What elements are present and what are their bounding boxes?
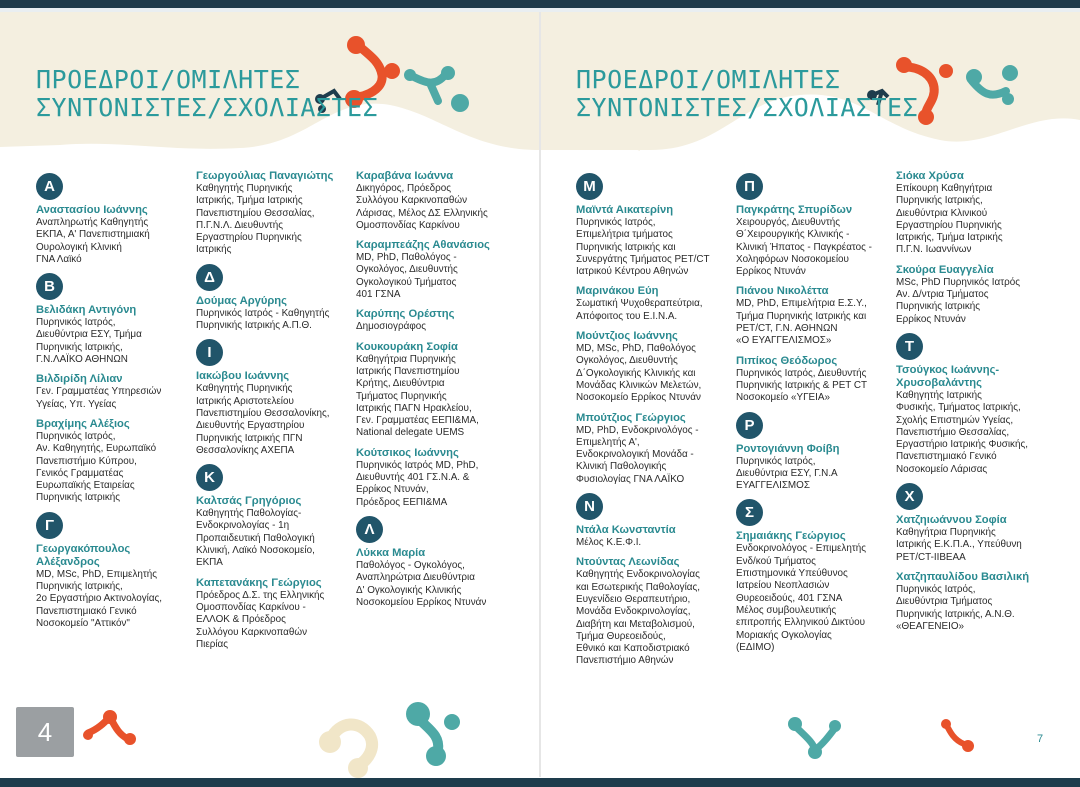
speaker-entry (196, 170, 352, 257)
speaker-affiliation-line: Γεν. Γραμματέας Υπηρεσιών (36, 386, 162, 398)
speaker-name: Μαϊντά Αικατερίνη (576, 204, 674, 216)
speaker-affiliation-line: Εργαστηρίου Πυρηνικής (196, 232, 302, 244)
speaker-affiliation-line: National delegate UEMS (356, 427, 465, 439)
speaker-affiliation-line: Διευθυντής 401 ΓΣ.Ν.Α. & (356, 472, 470, 484)
speaker-affiliation-line: Μονάδας Κλινικών Μελετών, (576, 379, 702, 391)
speaker-affiliation-line: Επιμελήτρια τμήματος (576, 229, 673, 241)
speaker-affiliation-line: Πυρηνικής Ιατρικής, (36, 581, 123, 593)
speaker-affiliation-line: Πιερίας (196, 638, 229, 650)
right-column-1 (576, 170, 734, 675)
speaker-affiliation-line: Δ΄Ογκολογικής Κλινικής και (576, 367, 696, 379)
speaker-affiliation-line: Ερρίκος Ντυνάν, (356, 484, 429, 496)
speaker-affiliation-line: Δ' Ογκολογικής Κλινικής (356, 584, 462, 596)
speaker-affiliation-line: Επιστημονικά Υπεύθυνος (736, 568, 848, 580)
speaker-affiliation-line: Συλλόγου Καρκινοπαθών (196, 626, 308, 638)
speaker-affiliation-line: Απόφοιτος του Ε.Ι.Ν.Α. (576, 310, 678, 322)
speaker-name: Ιακώβου Ιωάννης (196, 370, 290, 383)
speaker-affiliation-line: Χειρουργός, Διευθυντής (736, 217, 841, 228)
speaker-affiliation-line: Πανεπιστημιακό Γενικό (36, 605, 137, 617)
speaker-name: Βελιδάκη Αντιγόνη (36, 304, 137, 317)
speaker-entry (36, 543, 191, 630)
speaker-entry (576, 204, 734, 278)
speaker-affiliation-line: Ογκολογικού Τμήματος (356, 276, 457, 288)
speaker-affiliation-line: PET/CT, Γ.Ν. ΑΘΗΝΩΝ (736, 323, 838, 335)
speaker-name: Σημαιάκης Γεώργιος (736, 530, 846, 543)
speaker-affiliation-line: Μοριακής Ογκολογίας (736, 629, 832, 641)
speaker-affiliation-line: Πανεπιστημίου Θεσσαλονίκης, (196, 407, 330, 419)
speaker-entry (356, 239, 516, 301)
section-letter-badge: Ρ (736, 412, 763, 439)
molecule-decoration-small (940, 718, 980, 754)
speaker-name: Ροντογιάννη Φοίβη (736, 442, 840, 455)
speaker-entry (356, 547, 516, 609)
speaker-entry (896, 571, 1056, 633)
speaker-affiliation-line: Ερρίκος Ντυνάν (896, 313, 966, 325)
speaker-affiliation-line: ΓΝΑ Λαϊκό (36, 253, 82, 265)
speaker-affiliation-line: Θεσσαλονίκης ΑΧΕΠΑ (196, 444, 295, 456)
speaker-affiliation-line: Ιατρικής Ε.Κ.Π.Α., Υπεύθυνη (896, 539, 1022, 551)
speaker-affiliation-line: Ενδοκρινολογίας - 1η (196, 520, 290, 532)
molecule-decoration-bottom-right (785, 712, 845, 762)
speaker-name: Λύκκα Μαρία (356, 546, 426, 559)
speaker-affiliation-line: Ιατρικής (196, 244, 232, 256)
speaker-affiliation-line: Καθηγήτρια Πυρηνικής (356, 353, 456, 365)
speaker-affiliation-line: Γεν. Γραμματέας ΕΕΠΙ&ΜΑ, (356, 415, 479, 427)
speaker-affiliation-line: Πυρηνικής Ιατρικής (896, 301, 981, 313)
speaker-affiliation-line: Φυσικής, Τμήματος Ιατρικής, (896, 402, 1021, 414)
speaker-affiliation-line: Σωματική Ψυχοθεραπεύτρια, (576, 298, 703, 310)
speaker-affiliation-line: Πυρηνικός Ιατρός, (896, 583, 976, 595)
speaker-entry (576, 412, 734, 486)
speaker-name: Χατζηιωάννου Σοφία (896, 514, 1007, 527)
section-letter-badge: Β (36, 273, 63, 300)
speaker-affiliation-line: Καθηγητής Ιατρικής (896, 389, 982, 401)
speaker-affiliation-line: Νοσοκομείο Ερρίκος Ντυνάν (576, 392, 701, 404)
speaker-entry (356, 170, 516, 232)
speaker-name: Καραβάνα Ιωάννα (356, 170, 454, 182)
speaker-name: Σιόκα Χρύσα (896, 170, 964, 182)
speaker-entry (576, 524, 734, 549)
speaker-affiliation-line: Ιατρείου Νεοπλασιών (736, 580, 830, 592)
speaker-entry (576, 285, 734, 323)
speaker-name: Ντάλα Κωνσταντία (576, 524, 676, 537)
speaker-entry (196, 370, 352, 457)
speaker-affiliation-line: Ενδοκρινολογική Μονάδα - (576, 449, 694, 461)
speaker-affiliation-line: ΕΥΑΓΓΕΛΙΣΜΟΣ (736, 480, 810, 492)
speaker-affiliation-line: Αναπληρώτρια Διευθύντρια (356, 572, 475, 584)
speaker-affiliation-line: Πανεπιστήμιο Θεσσαλίας, (896, 426, 1010, 438)
speaker-affiliation-line: Δικηγόρος, Πρόεδρος (356, 183, 452, 194)
speaker-affiliation-line: Δημοσιογράφος (356, 321, 426, 333)
speaker-name: Καραμπεάζης Αθανάσιος (356, 239, 490, 252)
speaker-affiliation-line: Πυρηνικής Ιατρικής, (896, 195, 983, 207)
speaker-entry (36, 373, 191, 411)
left-page-title: ΠΡΟΕΔΡΟΙ/ΟΜΙΛΗΤΕΣ ΣΥΝΤΟΝΙΣΤΕΣ/ΣΧΟΛΙΑΣΤΕΣ (36, 65, 379, 122)
speaker-affiliation-line: Πυρηνικής Ιατρικής & PET CT (736, 379, 868, 391)
speaker-affiliation-line: MD, PhD, Παθολόγος - (356, 252, 457, 264)
speaker-affiliation-line: Κρήτης, Διευθύντρια (356, 378, 445, 390)
speaker-affiliation-line: Ιατρικής Αριστοτελείου (196, 395, 294, 407)
speaker-name: Βραχίμης Αλέξιος (36, 417, 130, 430)
section-letter-badge: Μ (576, 173, 603, 200)
speaker-affiliation-line: επιτροπής Ελληνικού Δικτύου (736, 617, 866, 629)
speaker-affiliation-line: Εργαστηρίου Πυρηνικής (896, 219, 1002, 231)
speaker-affiliation-line: 2ο Εργαστήριο Ακτινολογίας, (36, 593, 163, 605)
speaker-affiliation-line: Ιατρικής, Τμήμα Ιατρικής (896, 232, 1003, 244)
speaker-affiliation-line: Πυρηνικής Ιατρικής Α.Π.Θ. (196, 320, 312, 332)
speaker-affiliation-line: Καθηγητής Παθολογίας- (196, 508, 302, 520)
speaker-name: Σκούρα Ευαγγελία (896, 263, 994, 276)
speaker-name: Πιάνου Νικολέττα (736, 285, 829, 298)
left-column-2 (196, 170, 352, 658)
section-letter-badge: Δ (196, 264, 223, 291)
speaker-name: Κούτσικος Ιωάννης (356, 446, 459, 459)
right-column-3 (896, 170, 1056, 640)
speaker-affiliation-line: Διαβήτη και Μεταβολισμού, (576, 618, 695, 630)
speaker-affiliation-line: Νοσοκομείο "Αττικόν" (36, 617, 130, 629)
speaker-affiliation-line: Τμήμα Θυρεοειδούς, (576, 630, 666, 642)
speaker-affiliation-line: Εθνικό και Καποδιστριακό (576, 643, 690, 655)
speaker-affiliation-line: MD, MSc, PhD, Παθολόγος (576, 343, 696, 355)
speaker-affiliation-line: ΕΚΠΑ (196, 557, 223, 569)
section-letter-badge: Κ (196, 464, 223, 491)
speaker-affiliation-line: Μέλος συμβουλευτικής (736, 604, 837, 616)
speaker-name: Μπούτζιος Γεώργιος (576, 411, 686, 424)
speaker-affiliation-line: Ογκολόγος, Διευθυντής (576, 355, 678, 367)
left-column-3 (356, 170, 516, 616)
speaker-affiliation-line: Ενδ/κού Τμήματος (736, 555, 816, 567)
speaker-affiliation-line: Πανεπιστημιακό Γενικό (896, 451, 997, 463)
speaker-affiliation-line: Ουρολογική Κλινική (36, 241, 122, 253)
speaker-affiliation-line: Καθηγητής Πυρηνικής (196, 383, 293, 395)
speaker-entry (576, 330, 734, 404)
speaker-entry (196, 495, 352, 569)
speaker-affiliation-line: Καθηγητής Ενδοκρινολογίας (576, 569, 700, 581)
speaker-name: Βιλδιρίδη Λίλιαν (36, 373, 123, 386)
speaker-affiliation-line: Ογκολόγος, Διευθυντής (356, 264, 458, 276)
speaker-name: Καλτσάς Γρηγόριος (196, 495, 302, 508)
page-number-left: 4 (16, 707, 74, 757)
speaker-name: Μαρινάκου Εύη (576, 285, 659, 298)
speaker-entry (36, 204, 191, 266)
speaker-affiliation-line: MD, PhD, Επιμελήτρια Ε.Σ.Υ., (736, 298, 867, 310)
speaker-affiliation-line: Νοσοκομείο «ΥΓΕΙΑ» (736, 392, 830, 404)
speaker-affiliation-line: Πανεπιστήμιο Κύπρου, (36, 455, 137, 467)
section-letter-badge: Τ (896, 333, 923, 360)
speaker-name: Δούμας Αργύρης (196, 294, 287, 307)
speaker-entry (896, 514, 1056, 564)
speaker-affiliation-line: Νοσοκομείο Λάρισας (896, 463, 988, 475)
speaker-affiliation-line: Χοληφόρων Νοσοκομείου (736, 253, 849, 265)
speaker-name: Πιπίκος Θεόδωρος (736, 354, 838, 367)
speaker-affiliation-line: Θυρεοειδούς, 401 ΓΣΝΑ (736, 592, 843, 604)
speaker-affiliation-line: Πυρηνικής Ιατρικής, Α.Ν.Θ. (896, 608, 1015, 620)
speaker-name: Γεωργούλιας Παναγιώτης (196, 170, 334, 182)
speaker-affiliation-line: MSc, PhD Πυρηνικός Ιατρός (896, 276, 1020, 288)
speaker-affiliation-line: Ιατρικού Κέντρου Αθηνών (576, 266, 689, 278)
speaker-affiliation-line: Ιατρικής, Τμήμα Ιατρικής (196, 195, 303, 207)
speaker-affiliation-line: Ερρίκος Ντυνάν (736, 266, 806, 278)
speaker-affiliation-line: Πυρηνικός Ιατρός, (36, 317, 116, 329)
speaker-affiliation-line: ΕΚΠΑ, Α' Πανεπιστημιακή (36, 229, 150, 241)
speaker-affiliation-line: Π.Γ.Ν. Ιωαννίνων (896, 244, 972, 256)
speaker-affiliation-line: (ΕΔΙΜΟ) (736, 641, 775, 653)
speaker-affiliation-line: Π.Γ.Ν.Λ. Διευθυντής (196, 219, 283, 231)
speaker-affiliation-line: Κλινική, Λαϊκό Νοσοκομείο, (196, 545, 315, 557)
speaker-affiliation-line: Ομοσπονδίας Καρκίνου - (196, 601, 306, 613)
speaker-entry (356, 341, 516, 440)
speaker-entry (736, 443, 892, 493)
speaker-affiliation-line: Ενδοκρινολόγος - Επιμελητής (736, 543, 867, 555)
speaker-affiliation-line: Αν. Δ/ντρια Τμήματος (896, 289, 989, 301)
speaker-name: Καρύπης Ορέστης (356, 308, 455, 321)
speaker-affiliation-line: Αν. Καθηγητής, Ευρωπαϊκό (36, 443, 157, 455)
speaker-entry (896, 264, 1056, 326)
speaker-affiliation-line: «Ο ΕΥΑΓΓΕΛΙΣΜΟΣ» (736, 335, 832, 347)
speaker-entry (736, 285, 892, 347)
speaker-affiliation-line: Ιατρικής ΠΑΓΝ Ηρακλείου, (356, 402, 472, 414)
speaker-entry (36, 304, 191, 366)
speaker-affiliation-line: Διευθύντρια Τμήματος (896, 596, 993, 608)
speaker-affiliation-line: Υγείας, Υπ. Υγείας (36, 398, 117, 410)
speaker-affiliation-line: Πυρηνικός Ιατρός, (36, 430, 116, 442)
molecule-decoration-bottom-left (80, 705, 140, 755)
speaker-name: Μούντζιος Ιωάννης (576, 330, 678, 343)
speaker-affiliation-line: Συνεργάτης Τμήματος PET/CT (576, 253, 710, 265)
speaker-affiliation-line: Ευγενίδειο Θεραπευτήριο, (576, 593, 691, 605)
section-letter-badge: Π (736, 173, 763, 200)
speaker-affiliation-line: Πυρηνικής Ιατρικής, (36, 341, 123, 353)
speaker-name: Τσούγκος Ιωάννης-Χρυσοβαλάντης (896, 363, 1000, 389)
speaker-affiliation-line: Πυρηνικής Ιατρικής και (576, 241, 676, 253)
speaker-entry (736, 204, 892, 278)
speaker-affiliation-line: ΕΛΛΟΚ & Πρόεδρος (196, 614, 286, 626)
speaker-entry (196, 295, 352, 333)
speaker-entry (736, 530, 892, 654)
speaker-affiliation-line: Ευρωπαϊκής Εταιρείας (36, 480, 135, 492)
section-letter-badge: Ι (196, 339, 223, 366)
speaker-name: Καπετανάκης Γεώργιος (196, 576, 322, 589)
section-letter-badge: Χ (896, 483, 923, 510)
section-letter-badge: Ν (576, 493, 603, 520)
speaker-affiliation-line: Πυρηνικός Ιατρός, Διευθυντής (736, 367, 867, 379)
speaker-affiliation-line: Πανεπιστημίου Θεσσαλίας, (196, 207, 315, 219)
speaker-affiliation-line: Νοσοκομείου Ερρίκος Ντυνάν (356, 596, 487, 608)
molecule-decoration-bottom-center (310, 700, 480, 780)
speaker-affiliation-line: Καθηγητής Πυρηνικής (196, 183, 293, 194)
page-number-right: 7 (1037, 733, 1044, 745)
speaker-affiliation-line: PET/CT-IIBEAA (896, 551, 966, 563)
speaker-affiliation-line: Αναπληρωτής Καθηγητής (36, 217, 149, 228)
bottom-strip (0, 778, 1080, 787)
speaker-affiliation-line: Διευθυντής Εργαστηρίου (196, 420, 305, 432)
speaker-affiliation-line: Επίκουρη Καθηγήτρια (896, 183, 993, 194)
speaker-entry (356, 308, 516, 333)
speaker-affiliation-line: Πυρηνικός Ιατρός, (576, 217, 656, 228)
speaker-entry (196, 577, 352, 651)
speaker-affiliation-line: Παθολόγος - Ογκολόγος, (356, 559, 465, 571)
speaker-affiliation-line: MD, MSc, PhD, Επιμελητής (36, 568, 158, 580)
speaker-entry (736, 355, 892, 405)
speaker-affiliation-line: Πυρηνικής Ιατρικής ΠΓΝ (196, 432, 303, 444)
left-column-1 (36, 170, 191, 637)
speaker-affiliation-line: και Εσωτερικής Παθολογίας, (576, 581, 701, 593)
speaker-affiliation-line: 401 ΓΣΝΑ (356, 289, 401, 301)
section-letter-badge: Σ (736, 499, 763, 526)
speaker-affiliation-line: Φυσιολογίας ΓΝΑ ΛΑΪΚΟ (576, 473, 685, 485)
speaker-entry (896, 364, 1056, 476)
speaker-affiliation-line: Λάρισας, Μέλος ΔΣ Ελληνικής (356, 207, 488, 219)
speaker-entry (576, 556, 734, 667)
section-letter-badge: Λ (356, 516, 383, 543)
speaker-name: Αναστασίου Ιωάννης (36, 204, 148, 216)
speaker-entry (36, 418, 191, 505)
speaker-affiliation-line: «ΘΕΑΓΕΝΕΙΟ» (896, 620, 965, 632)
speaker-entry (896, 170, 1056, 257)
speaker-affiliation-line: Προπαιδευτική Παθολογική (196, 532, 315, 544)
speaker-affiliation-line: Πρόεδρος Δ.Σ. της Ελληνικής (196, 589, 325, 601)
speaker-affiliation-line: Κλινική Ήπατος - Παγκρέατος - (736, 241, 872, 253)
speaker-name: Κουκουράκη Σοφία (356, 340, 458, 353)
speaker-affiliation-line: Επιμελητής Α', (576, 436, 640, 448)
speaker-affiliation-line: Πυρηνικός Ιατρός MD, PhD, (356, 459, 479, 471)
speaker-affiliation-line: Γενικός Γραμματέας (36, 467, 124, 479)
section-letter-badge: Α (36, 173, 63, 200)
section-letter-badge: Γ (36, 512, 63, 539)
speaker-affiliation-line: Διευθύντρια ΕΣΥ, Τμήμα (36, 329, 142, 341)
speaker-entry (356, 447, 516, 509)
speaker-affiliation-line: Πυρηνικής Ιατρικής (36, 492, 121, 504)
speaker-affiliation-line: Διευθύντρια ΕΣΥ, Γ.Ν.Α (736, 467, 838, 479)
speaker-affiliation-line: Σχολής Επιστημών Υγείας, (896, 414, 1014, 426)
speaker-affiliation-line: Πανεπιστήμιο Αθηνών (576, 655, 674, 667)
speaker-affiliation-line: Θ΄Χειρουργικής Κλινικής - (736, 229, 850, 241)
speaker-affiliation-line: Γ.Ν.ΛΑΪΚΟ ΑΘΗΝΩΝ (36, 354, 128, 366)
speaker-affiliation-line: Καθηγήτρια Πυρηνικής (896, 527, 996, 539)
speaker-affiliation-line: Πρόεδρος ΕΕΠΙ&ΜΑ (356, 496, 448, 508)
speaker-affiliation-line: Συλλόγου Καρκινοπαθών (356, 195, 468, 207)
speaker-name: Χατζηπαυλίδου Βασιλική (896, 570, 1030, 583)
page-fold (539, 12, 541, 777)
speaker-affiliation-line: Πυρηνικός Ιατρός - Καθηγητής (196, 307, 330, 319)
speaker-affiliation-line: Κλινική Παθολογικής (576, 461, 667, 473)
speaker-affiliation-line: Μονάδα Ενδοκρινολογίας, (576, 606, 691, 618)
right-column-2 (736, 170, 892, 661)
speaker-affiliation-line: Ιατρικής Πανεπιστημίου (356, 365, 460, 377)
speaker-affiliation-line: Μέλος Κ.Ε.Φ.Ι. (576, 537, 642, 549)
speaker-name: Παγκράτης Σπυρίδων (736, 204, 853, 216)
right-page-title: ΠΡΟΕΔΡΟΙ/ΟΜΙΛΗΤΕΣ ΣΥΝΤΟΝΙΣΤΕΣ/ΣΧΟΛΙΑΣΤΕΣ (576, 65, 919, 122)
speaker-affiliation-line: Πυρηνικός Ιατρός, (736, 455, 816, 467)
speaker-name: Γεωργακόπουλος Αλέξανδρος (36, 542, 131, 568)
speaker-affiliation-line: Εργαστήριο Ιατρικής Φυσικής, (896, 439, 1028, 451)
speaker-affiliation-line: Διευθύντρια Κλινικού (896, 207, 988, 219)
speaker-affiliation-line: Ομοσπονδίας Καρκίνου (356, 219, 460, 231)
speaker-affiliation-line: MD, PhD, Ενδοκρινολόγος - (576, 424, 699, 436)
speaker-affiliation-line: Τμήματος Πυρηνικής (356, 390, 447, 402)
speaker-name: Ντούντας Λεωνίδας (576, 556, 680, 569)
speaker-affiliation-line: Τμήμα Πυρηνικής Ιατρικής και (736, 310, 867, 322)
